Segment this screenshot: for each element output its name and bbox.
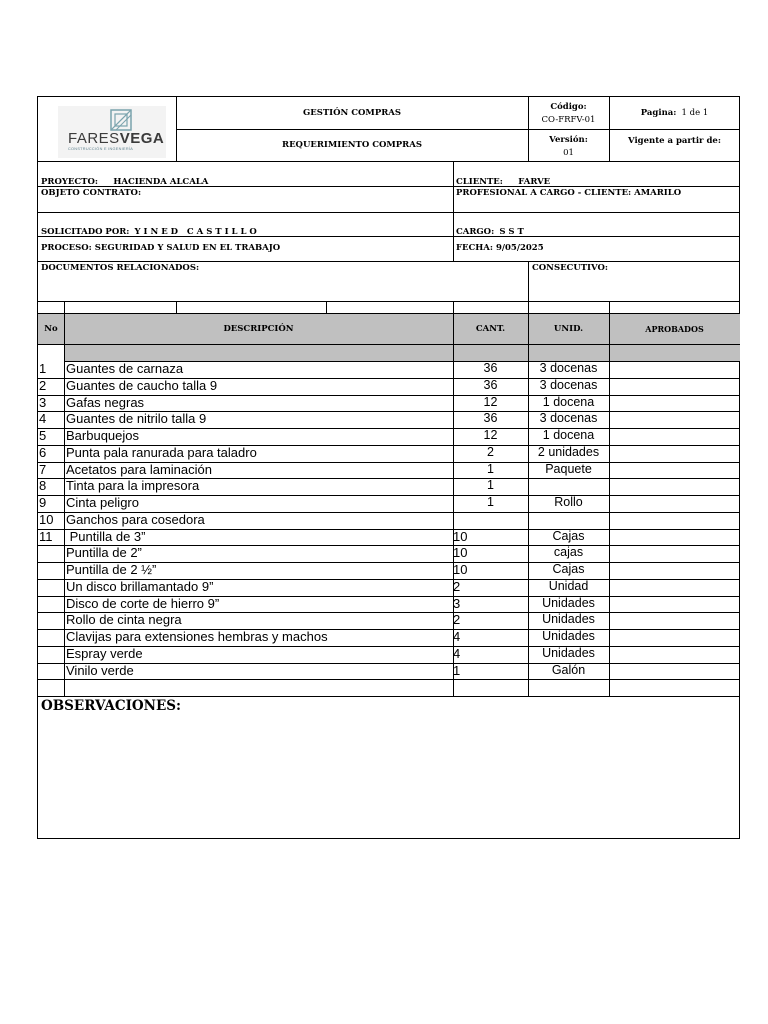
- divider: [64, 301, 65, 313]
- column-header: UNID.: [553, 324, 584, 334]
- logo-subtitle: CONSTRUCCIÓN E INGENIERÍA: [68, 147, 134, 151]
- row-description: Puntilla de 2 ½”: [66, 562, 157, 577]
- row-unit: 2 unidades: [537, 444, 600, 459]
- pagina-value: 1 de 1: [681, 108, 709, 118]
- row-quantity: 1: [487, 478, 494, 493]
- row-approved-cell: [609, 546, 740, 563]
- row-description: Puntilla de 2”: [66, 545, 142, 561]
- row-quantity: 3: [453, 595, 461, 611]
- version-value: 01: [563, 148, 574, 158]
- row-quantity: 1: [487, 461, 494, 476]
- row-description: Clavijas para extensiones hembras y machos: [66, 629, 328, 644]
- row-quantity: 10: [453, 545, 468, 561]
- row-number: 2: [39, 377, 47, 393]
- table-row: [38, 513, 740, 530]
- row-description: Un disco brillamantado 9”: [66, 578, 214, 594]
- row-number: 3: [39, 394, 47, 410]
- row-unit: Unidad: [548, 578, 589, 593]
- row-approved-cell: [609, 530, 740, 547]
- version-label: Versión:: [549, 135, 588, 145]
- table-row: [38, 396, 740, 413]
- table-row: [38, 647, 740, 664]
- row-description: Cinta peligro: [66, 495, 139, 510]
- row-unit: 1 docena: [542, 428, 595, 442]
- table-row: [38, 580, 740, 597]
- objeto-contrato-label: OBJETO CONTRATO:: [41, 188, 142, 198]
- row-description: Rollo de cinta negra: [66, 612, 182, 628]
- consecutivo-label: CONSECUTIVO:: [532, 263, 609, 273]
- row-approved-cell: [609, 647, 740, 664]
- row-number: 11: [39, 528, 53, 544]
- cliente-label: CLIENTE:: [456, 177, 503, 187]
- row-description: Gafas negras: [66, 394, 145, 410]
- logo-wordmark: FARESVEGA: [68, 130, 165, 147]
- row-quantity: 12: [483, 394, 498, 409]
- row-number: 9: [39, 495, 47, 510]
- fecha-field: FECHA: 9/05/2025: [456, 243, 544, 253]
- row-quantity: 2: [453, 612, 461, 628]
- vigente-label: Vigente a partir de:: [628, 136, 721, 146]
- row-unit: Cajas: [552, 562, 585, 576]
- divider: [528, 261, 529, 301]
- documentos-label: DOCUMENTOS RELACIONADOS:: [41, 263, 200, 273]
- row-unit: 3 docenas: [539, 361, 598, 375]
- row-unit: 3 docenas: [539, 411, 598, 426]
- table-row: [38, 680, 740, 697]
- table-row: [38, 563, 740, 580]
- row-approved-cell: [609, 613, 740, 630]
- row-description: Ganchos para cosedora: [66, 511, 205, 527]
- table-row: [38, 412, 740, 429]
- divider: [326, 301, 327, 313]
- pagina-cell: [609, 97, 740, 129]
- form-subtitle: REQUERIMIENTO COMPRAS: [282, 140, 422, 150]
- row-description: Guantes de caucho talla 9: [66, 377, 218, 393]
- table-row: [38, 479, 740, 496]
- row-description: Espray verde: [66, 645, 143, 661]
- row-number: 1: [39, 361, 47, 376]
- row-approved-cell: [609, 513, 740, 530]
- table-row: [38, 429, 740, 446]
- logo-mark-icon: [110, 109, 132, 131]
- form-title: GESTIÓN COMPRAS: [302, 108, 402, 118]
- table-row: [38, 496, 740, 513]
- row-quantity: 2: [453, 578, 461, 594]
- row-unit: cajas: [553, 545, 584, 560]
- cargo-label: CARGO:: [456, 227, 495, 237]
- row-number: 7: [39, 461, 47, 477]
- row-quantity: 10: [453, 562, 468, 577]
- table-row: [38, 664, 740, 681]
- divider: [38, 696, 740, 697]
- row-quantity: 4: [453, 645, 461, 661]
- row-description: Guantes de carnaza: [66, 361, 184, 376]
- column-header: No: [44, 324, 58, 334]
- column-header: CANT.: [475, 324, 506, 334]
- table-row: [38, 379, 740, 396]
- row-unit: 3 docenas: [539, 377, 598, 392]
- row-approved-cell: [609, 396, 740, 413]
- codigo-cell: [528, 100, 609, 129]
- row-description: Acetatos para laminación: [66, 461, 212, 477]
- divider: [38, 161, 740, 162]
- column-header: APROBADOS: [645, 324, 704, 334]
- table-row: [38, 530, 740, 547]
- row-quantity: 4: [453, 629, 461, 644]
- row-approved-cell: [609, 362, 740, 379]
- divider: [453, 161, 454, 261]
- row-approved-cell: [609, 429, 740, 446]
- proyecto-label: PROYECTO:: [41, 177, 99, 187]
- row-approved-cell: [609, 479, 740, 496]
- row-number: 5: [39, 428, 47, 443]
- row-approved-cell: [609, 446, 740, 463]
- row-description: Disco de corte de hierro 9”: [66, 595, 220, 611]
- table-row: [38, 446, 740, 463]
- cargo-field: [456, 219, 524, 238]
- table-row: [38, 546, 740, 563]
- row-quantity: 36: [483, 411, 498, 426]
- row-number: 10: [39, 511, 54, 527]
- row-description: Guantes de nitrilo talla 9: [66, 411, 207, 427]
- divider: [38, 261, 740, 262]
- divider: [38, 212, 740, 213]
- row-approved-cell: [609, 580, 740, 597]
- row-unit: Unidades: [542, 645, 595, 660]
- codigo-label: Código:: [550, 102, 587, 112]
- divider: [38, 301, 740, 302]
- solicitado-value: Y I N E D C A S T I L L O: [134, 227, 257, 237]
- proyecto-field: [41, 169, 208, 188]
- row-approved-cell: [609, 563, 740, 580]
- version-cell: [528, 132, 609, 161]
- row-approved-cell: [609, 597, 740, 614]
- row-description: Tinta para la impresora: [66, 478, 200, 494]
- row-unit: Unidades: [542, 595, 595, 610]
- table-row: [38, 630, 740, 647]
- row-description: Punta pala ranurada para taladro: [66, 444, 257, 460]
- row-unit: Paquete: [545, 461, 592, 476]
- divider: [609, 301, 610, 313]
- table-row: [38, 463, 740, 480]
- observaciones-label: OBSERVACIONES:: [41, 698, 182, 714]
- row-approved-cell: [609, 379, 740, 396]
- proceso-field: PROCESO: SEGURIDAD Y SALUD EN EL TRABAJO: [41, 243, 281, 253]
- row-unit: 1 docena: [542, 394, 595, 409]
- row-unit: Unidades: [542, 629, 595, 643]
- table-subheader: [64, 345, 740, 362]
- row-number: 8: [39, 478, 47, 494]
- profesional-field: PROFESIONAL A CARGO - CLIENTE: AMARILO: [456, 188, 682, 198]
- row-quantity: 2: [487, 444, 494, 459]
- row-quantity: 10: [453, 528, 468, 544]
- row-quantity: 1: [487, 495, 494, 509]
- row-number: 4: [39, 411, 47, 427]
- company-logo: [58, 106, 166, 158]
- row-description: Vinilo verde: [66, 662, 134, 678]
- row-unit: Cajas: [552, 528, 585, 543]
- solicitado-field: [41, 219, 257, 238]
- proyecto-value: HACIENDA ALCALA: [113, 177, 209, 187]
- row-quantity: 1: [453, 662, 461, 678]
- row-quantity: 12: [483, 428, 498, 442]
- row-description: Barbuquejos: [66, 428, 139, 443]
- row-approved-cell: [609, 630, 740, 647]
- divider: [453, 301, 454, 313]
- cliente-value: FARVE: [518, 177, 551, 187]
- codigo-value: CO-FRFV-01: [541, 115, 596, 125]
- table-header: [38, 313, 740, 345]
- row-number: 6: [39, 444, 47, 460]
- row-quantity: 36: [483, 361, 498, 375]
- document-frame: [37, 96, 740, 839]
- row-approved-cell: [609, 664, 740, 681]
- column-header: DESCRIPCIÓN: [223, 324, 294, 334]
- row-approved-cell: [609, 412, 740, 429]
- table-row: [38, 613, 740, 630]
- pagina-label: Pagina:: [640, 108, 677, 118]
- cargo-value: S S T: [499, 227, 524, 237]
- row-unit: Galón: [551, 662, 586, 677]
- row-approved-cell: [609, 496, 740, 513]
- table-row: [38, 362, 740, 379]
- row-quantity: 36: [483, 377, 498, 392]
- row-approved-cell: [609, 463, 740, 480]
- divider: [176, 301, 177, 313]
- cliente-field: [456, 169, 550, 188]
- solicitado-label: SOLICITADO POR:: [41, 227, 130, 237]
- divider: [528, 301, 529, 313]
- row-description: Puntilla de 3”: [66, 528, 146, 544]
- row-unit: Rollo: [554, 495, 583, 509]
- row-unit: Unidades: [542, 612, 595, 627]
- table-row: [38, 597, 740, 614]
